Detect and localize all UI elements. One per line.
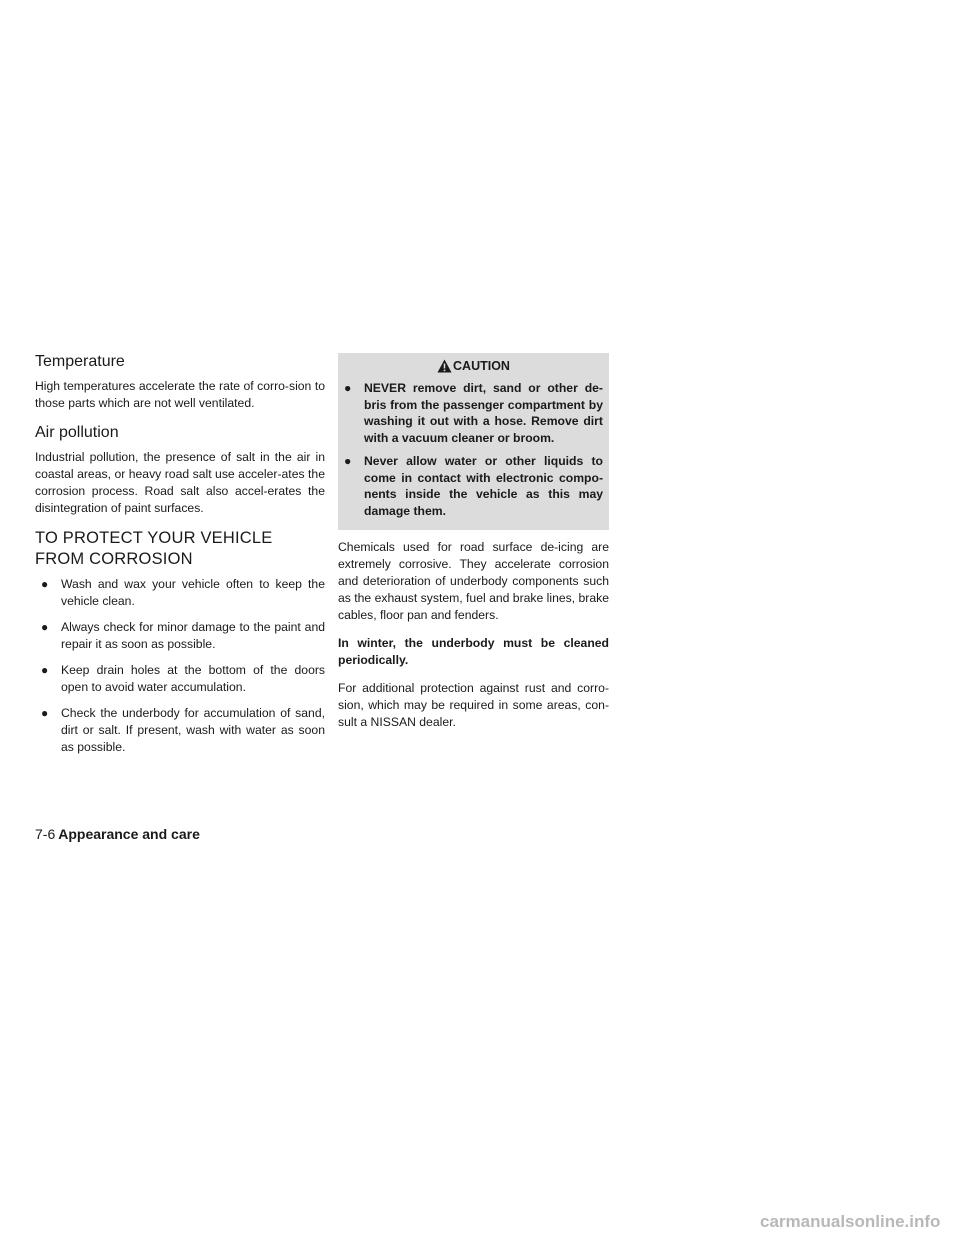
warning-triangle-icon [437,359,452,373]
protect-heading [35,528,325,570]
bullet-icon: ● [344,454,352,468]
page-number: 7-6 [35,826,56,842]
protect-heading-line2: FROM CORROSION [35,550,193,568]
air-pollution-heading: Air pollution [35,424,119,441]
chemicals-paragraph: Chemicals used for road surface de-icing are extremely corrosive. They accelerate corrosion and deterioration of underbody components such as the exhaust system, fuel and brake lines, brake cables, floor pan and fenders. [338,540,609,622]
bullet-icon: ● [41,706,49,720]
additional-protection-paragraph: For additional protection against rust and corro-sion, which may be required in some areas, con-sult a NISSAN dealer. [338,681,609,729]
left-column [35,352,325,765]
winter-paragraph: In winter, the underbody must be cleaned periodically. [338,636,609,667]
list-item: ● Always check for minor damage to the paint and repair it as soon as possible. [41,620,325,651]
right-column [338,353,609,742]
bullet-icon: ● [344,381,352,395]
list-item: ● Keep drain holes at the bottom of the doors open to avoid water accumulation. [41,663,325,694]
protect-heading-line1: TO PROTECT YOUR VEHICLE [35,529,273,547]
bullet-icon: ● [41,577,49,591]
bullet-icon: ● [41,663,49,677]
caution-box [338,353,609,530]
page-footer [35,825,200,843]
bullet-icon: ● [41,620,49,634]
list-item: ● Wash and wax your vehicle often to keep the vehicle clean. [41,577,325,608]
list-item: ● NEVER remove dirt, sand or other de-bris from the passenger compartment by washing it out with a hose. Remove dirt with a vacuum cleaner or broom. [344,381,603,445]
air-pollution-paragraph: Industrial pollution, the presence of salt in the air in coastal areas, or heavy road salt use acceler-ates the corrosion process. Road salt also accel-erates the disintegration of paint surfaces. [35,450,325,515]
caution-list [344,380,603,519]
caution-title: CAUTION [453,359,510,373]
watermark-logo: carmanualsonline.info [760,1212,941,1231]
list-item: ● Check the underbody for accumulation of sand, dirt or salt. If present, wash with water as soon as possible. [41,706,325,754]
section-title: Appearance and care [58,826,200,842]
temperature-paragraph: High temperatures accelerate the rate of corro-sion to those parts which are not well ventilated. [35,379,325,410]
list-item: ● Never allow water or other liquids to come in contact with electronic compo-nents inside the vehicle as this may damage them. [344,454,603,518]
protect-bullet-list [35,576,325,756]
temperature-heading: Temperature [35,353,125,370]
caution-header [344,355,603,377]
